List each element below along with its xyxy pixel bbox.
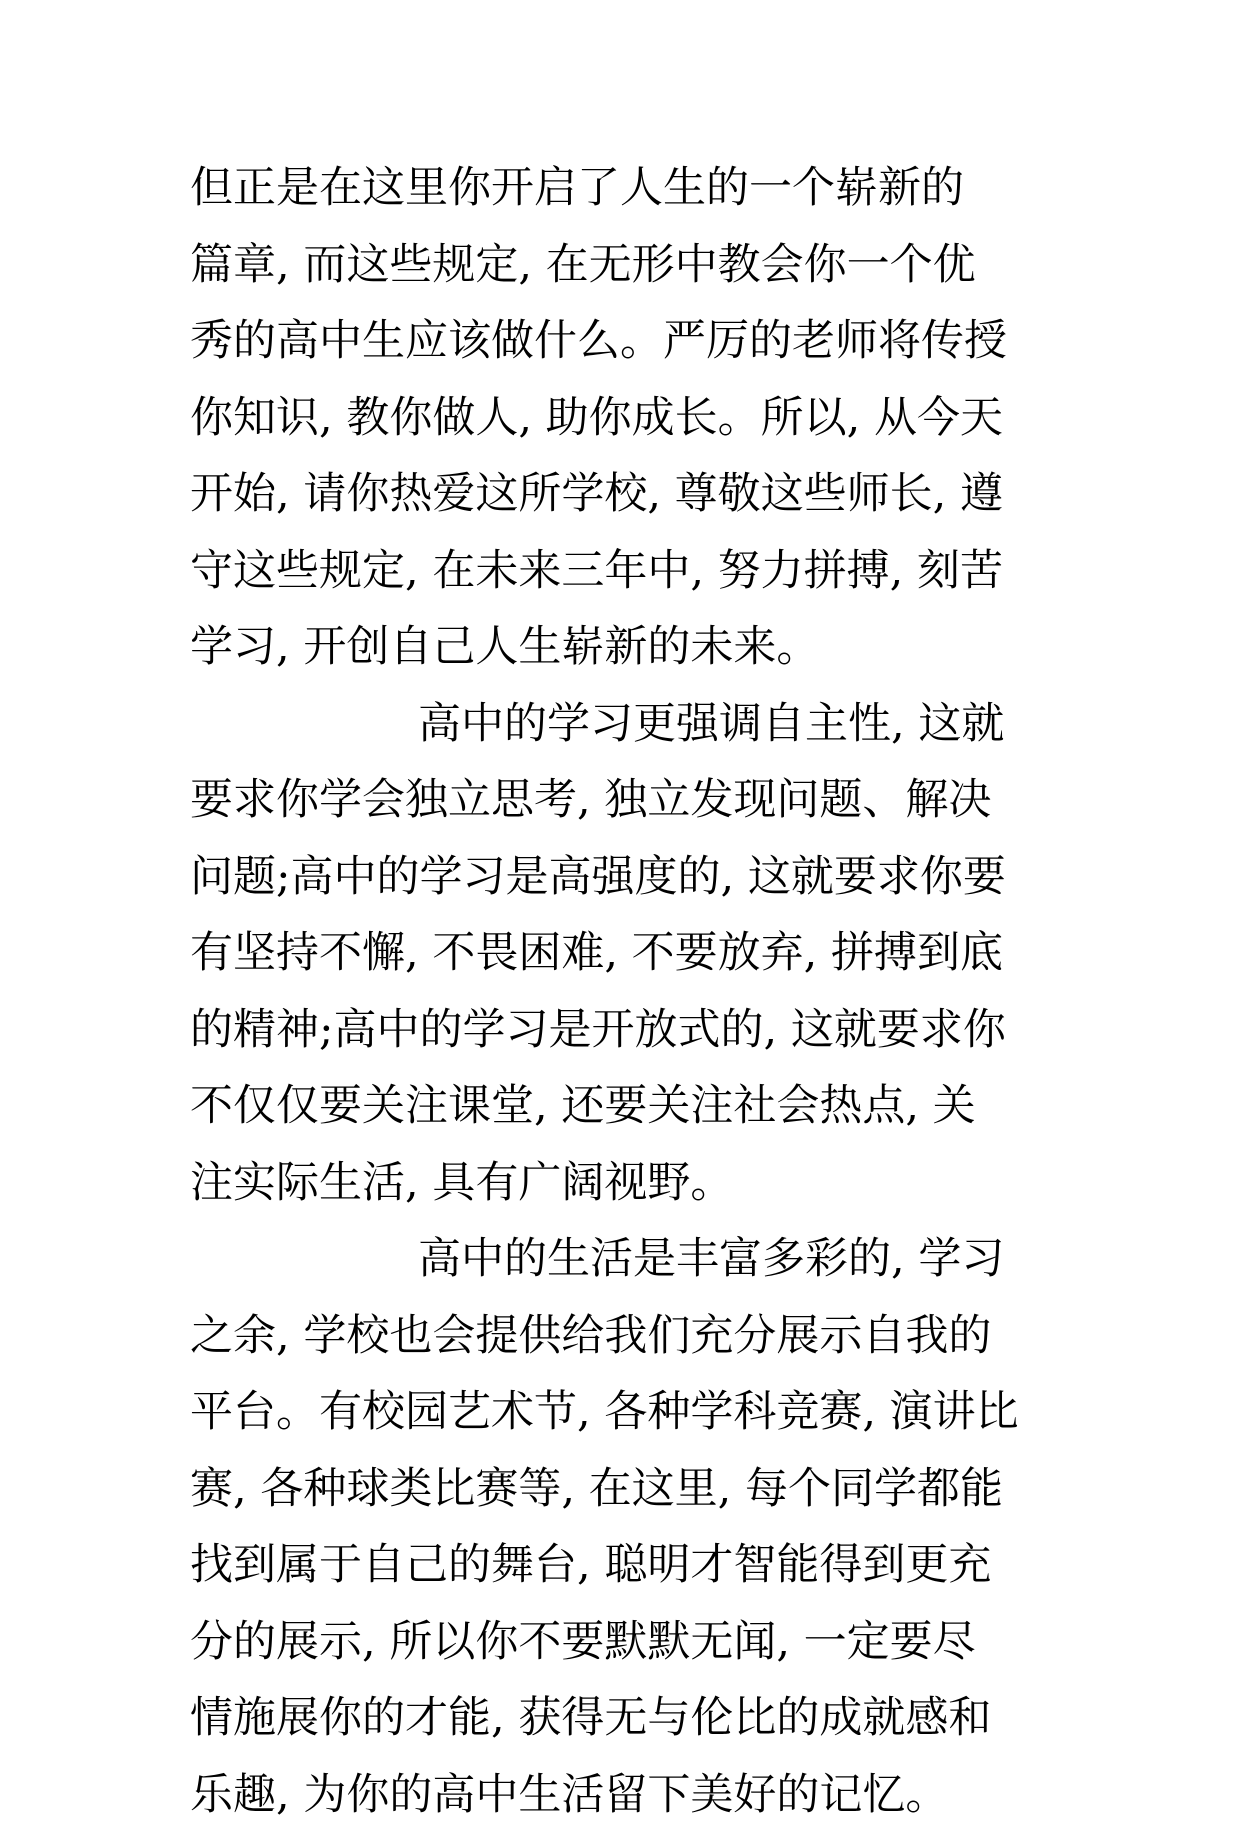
text-line-indented: 高中的学习更强调自主性, 这就 [190,686,1070,763]
text-line: 秀的高中生应该做什么。严厉的老师将传授 [190,303,1070,380]
paragraph-1 [190,150,1070,686]
text-line: 但正是在这里你开启了人生的一个崭新的 [190,150,1070,227]
document-body [190,150,1070,1833]
paragraph-2 [190,686,1070,1222]
text-line-indented: 高中的生活是丰富多彩的, 学习 [190,1221,1070,1298]
text-line: 情施展你的才能, 获得无与伦比的成就感和 [190,1680,1070,1757]
text-line: 问题;高中的学习是高强度的, 这就要求你要 [190,839,1070,916]
text-line: 开始, 请你热爱这所学校, 尊敬这些师长, 遵 [190,456,1070,533]
text-line: 赛, 各种球类比赛等, 在这里, 每个同学都能 [190,1451,1070,1528]
text-line: 乐趣, 为你的高中生活留下美好的记忆。 [190,1757,1070,1833]
paragraph-3 [190,1221,1070,1833]
text-line: 之余, 学校也会提供给我们充分展示自我的 [190,1298,1070,1375]
text-line: 学习, 开创自己人生崭新的未来。 [190,609,1070,686]
text-line: 要求你学会独立思考, 独立发现问题、解决 [190,762,1070,839]
text-line: 分的展示, 所以你不要默默无闻, 一定要尽 [190,1604,1070,1681]
text-line: 守这些规定, 在未来三年中, 努力拼搏, 刻苦 [190,533,1070,610]
text-line: 找到属于自己的舞台, 聪明才智能得到更充 [190,1527,1070,1604]
text-line: 有坚持不懈, 不畏困难, 不要放弃, 拼搏到底 [190,915,1070,992]
text-line: 平台。有校园艺术节, 各种学科竞赛, 演讲比 [190,1374,1070,1451]
text-line: 篇章, 而这些规定, 在无形中教会你一个优 [190,227,1070,304]
text-line: 你知识, 教你做人, 助你成长。所以, 从今天 [190,380,1070,457]
text-line: 注实际生活, 具有广阔视野。 [190,1145,1070,1222]
text-line: 的精神;高中的学习是开放式的, 这就要求你 [190,992,1070,1069]
text-line: 不仅仅要关注课堂, 还要关注社会热点, 关 [190,1068,1070,1145]
